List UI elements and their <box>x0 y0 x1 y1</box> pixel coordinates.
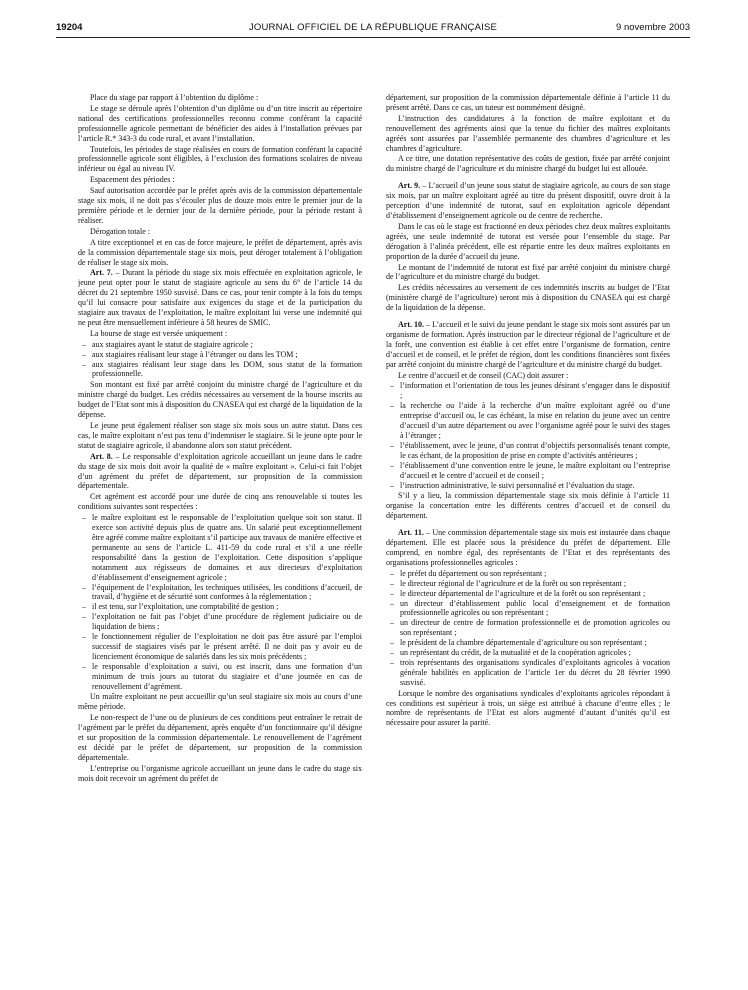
list-item: – l’instruction administrative, le suivi personnalisé et l’évaluation du stage. <box>386 481 670 491</box>
bullet-list <box>386 569 670 688</box>
paragraph: Le montant de l’indemnité de tutorat est fixé par arrêté conjoint du ministre chargé de l’agriculture et du ministre chargé du budget. <box>386 262 670 282</box>
paragraph: Place du stage par rapport à l’obtention du diplôme : <box>90 93 259 102</box>
list-item: – l’équipement de l’exploitation, les techniques utilisées, les conditions d’accueil, de travail, d’hygiène et de sécurité sont conformes à la réglementation ; <box>78 583 362 603</box>
paragraph: A ce titre, une dotation représentative des coûts de gestion, fixée par arrêté conjoint du ministre chargé de l’agriculture et du ministre chargé du budget lui est allouée. <box>386 154 670 174</box>
paragraph: Dérogation totale : <box>90 226 150 236</box>
list-item: – aux stagiaires ayant le statut de stagiaire agricole ; <box>78 340 362 350</box>
page-header <box>56 20 690 36</box>
list-item: – l’exploitation ne fait pas l’objet d’une procédure de règlement judiciaire ou de liquidation de biens ; <box>78 612 362 632</box>
list-item: – le préfet du département ou son représentant ; <box>386 569 670 579</box>
issue-date: 9 novembre 2003 <box>616 22 690 33</box>
paragraph: A titre exceptionnel et en cas de force majeure, le préfet de département, après avis de la commission départementale stage six mois, peut déroger totalement à l’obligation de réaliser le stage six mois. <box>78 237 362 267</box>
article-text: – L’accueil et le suivi du jeune pendant le stage six mois sont assurés par un organisme de formation. Après instruction par le directeur régional de l’agriculture et de la forêt, une convention est établie à cet effet entre l’organisme de formation, centre d’accueil et de conseil, et le préfet de région, dont les conditions financières sont fixées par arrêté conjoint du ministre chargé de l’agriculture et du ministre chargé du budget. <box>386 320 670 369</box>
article-label: Art. 9. <box>398 181 421 191</box>
list-item: – aux stagiaires réalisant leur stage à l’étranger ou dans les TOM ; <box>78 350 362 360</box>
list-item: – un directeur d’établissement public local d’enseignement et de formation professionnelle agricoles ou son représentant ; <box>386 599 670 619</box>
article-text: – Le responsable d’exploitation agricole accueillant un jeune dans le cadre du stage de six mois doit avoir la qualité de « maître exploitant ». Celui-ci fait l’objet d’un agrément du préfet de département, sur proposition de la commission départementale. <box>78 451 362 491</box>
paragraph: Sauf autorisation accordée par le préfet après avis de la commission départementale stage six mois, il ne doit pas s’écouler plus de douze mois entre le premier jour de la première période et le dernier jour de la dernière période, pour la période restant à réaliser. <box>78 186 362 225</box>
list-item: – l’établissement, avec le jeune, d’un contrat d’objectifs personnalisés tenant compte, le cas échant, de la proposition de prise en compte d’activités antérieures ; <box>386 441 670 461</box>
header-rule <box>56 37 690 38</box>
article-label: Art. 11. <box>398 528 424 538</box>
paragraph: L’instruction des candidatures à la fonction de maître exploitant et du renouvellement des agréments ainsi que la tenue du fichier des maîtres exploitants agréés sont assurées par l’assemblée permanente des chambres d’agriculture et les chambres d’agriculture. <box>386 113 670 153</box>
list-item: – il est tenu, sur l’exploitation, une comptabilité de gestion ; <box>78 602 362 612</box>
list-item: – le maître exploitant est le responsable de l’exploitation quelque soit son statut. Il exerce son activité depuis plus de quatre ans. Un salarié peut exceptionnellement être agréé comme maître exploitant s’il participe aux travaux de manière effective et permanente au sens de l’article L. 411-59 du code rural et s’il a une réelle responsabilité dans la gestion de l’exploitation. Cette disposition s’applique notamment aux régisseurs de domaines et aux directeurs d’exploitation d’établissement d’enseignement agricole ; <box>78 513 362 582</box>
paragraph: Son montant est fixé par arrêté conjoint du ministre chargé de l’agriculture et du ministre chargé du budget. Les crédits nécessaires au versement de la bourse inscrits au budget de l’Etat sont mis à disposition du CNASEA qui est chargé de la liquidation de la dépense. <box>78 380 362 420</box>
list-item: – trois représentants des organisations syndicales d’exploitants agricoles à vocation générale habilités en application de l’article 1er du décret du 28 février 1990 susvisé. <box>386 658 670 688</box>
journal-title: JOURNAL OFFICIEL DE LA RÉPUBLIQUE FRANÇAISE <box>248 22 498 33</box>
paragraph: Toutefois, les périodes de stage réalisées en cours de formation conférant la capacité professionnelle agricole sont éligibles, à l’exclusion des formations scolaires de niveau inférieur ou égal au niveau IV. <box>78 144 362 174</box>
list-item: – la recherche ou l’aide à la recherche d’un maître exploitant agréé ou d’une entreprise d’accueil ou, le cas échéant, la mise en relation du jeune avec un centre d’accueil d’un autre département ou avec l’organisme agréé pour le suivi des stages à l’étranger ; <box>386 401 670 441</box>
article-10 <box>386 320 670 370</box>
paragraph: Le centre d’accueil et de conseil (CAC) doit assurer : <box>398 370 569 380</box>
bullet-list <box>78 340 362 380</box>
paragraph: L’entreprise ou l’organisme agricole accueillant un jeune dans le cadre du stage six mois doit recevoir un agrément du préfet de <box>78 763 362 783</box>
paragraph: Lorsque le nombre des organisations syndicales d’exploitants agricoles répondant à ces conditions est supérieur à trois, un siège est attribué à chacune d’entre elles ; le nombre de représentants de l’Etat est alors augmenté d’autant d’unités qu’il est nécessaire pour assurer la parité. <box>386 688 670 728</box>
article-8 <box>78 452 362 492</box>
paragraph: Les crédits nécessaires au versement de ces indemnités inscrits au budget de l’Etat (ministère chargé de l’agriculture) seront mis à disposition du CNASEA qui est chargé de la liquidation de la dépense. <box>386 283 670 313</box>
list-item: – le directeur régional de l’agriculture et de la forêt ou son représentant ; <box>386 579 670 589</box>
list-item: – l’établissement d’une convention entre le jeune, le maître exploitant ou l’entreprise d’accueil et le centre d’accueil et de conseil ; <box>386 461 670 481</box>
paragraph: Le non-respect de l’une ou de plusieurs de ces conditions peut entraîner le retrait de l’agrément par le préfet du département, après enquête d’un fonctionnaire qu’il désigne et sur proposition de la commission départementale. Le renouvellement de l’agrément est décidé par le préfet de département, sur proposition de la commission départementale. <box>78 713 362 762</box>
page-number: 19204 <box>56 22 83 33</box>
paragraph: La bourse de stage est versée uniquement : <box>90 328 228 338</box>
paragraph: Dans le cas où le stage est fractionné en deux périodes chez deux maîtres exploitants agréés, une seule indemnité de tutorat est versée pour l’ensemble du stage. Par dérogation à l’alinéa précédent, elle est répartie entre les deux maîtres exploitants en proportion de la durée d’accueil du jeune. <box>386 221 670 261</box>
paragraph: département, sur proposition de la commission départementale définie à l’article 11 du présent arrêté. Dans ce cas, un tuteur est nommément désigné. <box>386 93 670 112</box>
bullet-list <box>386 381 670 490</box>
list-item: – l’information et l’orientation de tous les jeunes désirant s’engager dans le dispositif ; <box>386 381 670 401</box>
list-item: – un représentant du crédit, de la mutualité et de la coopération agricoles ; <box>386 648 670 658</box>
article-text: – L’accueil d’un jeune sous statut de stagiaire agricole, au cours de son stage six mois, par un maître exploitant agréé au titre du présent dispositif, ouvre droit à la perception d’une indemnité de tutorat, sauf en exploitation agricole dépendant d’établissement d’enseignement agricole ou de centre de recherche. <box>386 181 670 220</box>
paragraph: Le jeune peut également réaliser son stage six mois sous un autre statut. Dans ces cas, le maître exploitant n’est pas tenu d’indemniser le stagiaire. Si le jeune opte pour le statut de stagiaire agricole, il abandonne alors son statut précédent. <box>78 421 362 450</box>
article-label: Art. 10. <box>398 320 425 330</box>
article-9 <box>386 181 670 221</box>
article-text: – Une commission départementale stage six mois est instaurée dans chaque département. Elle est placée sous la présidence du préfet de département. Elle comprend, en nombre égal, des représentants de l’Etat et des représentants des organisations professionnelles agricoles : <box>386 528 670 567</box>
article-11 <box>386 528 670 568</box>
paragraph: S’il y a lieu, la commission départementale stage six mois définie à l’article 11 organise la concertation entre les différents centres d’accueil et de conseil du département. <box>386 491 670 521</box>
right-column <box>386 93 670 983</box>
list-item: – un directeur de centre de formation professionnelle et de promotion agricoles ou son représentant ; <box>386 618 670 638</box>
paragraph: Le stage se déroule après l’obtention d’un diplôme ou d’un titre inscrit au répertoire national des certifications professionnelles reconnu comme conférant la capacité professionnelle agricole permettant de bénéficier des aides à l’installation prévues par l’article R.* 343-3 du code rural, et avant l’installation. <box>78 103 362 143</box>
bullet-list <box>78 513 362 691</box>
list-item: – le responsable d’exploitation a suivi, ou est inscrit, dans une formation d’un minimum de trois jours au tutorat du stagiaire et d’une journée en cas de renouvellement d’agrément. <box>78 662 362 692</box>
list-item: – le directeur départemental de l’agriculture et de la forêt ou son représentant ; <box>386 589 670 599</box>
article-text: – Durant la période du stage six mois effectuée en exploitation agricole, le jeune peut opter pour le statut de stagiaire agricole au sens du 6° de l’article 14 du décret du 21 septembre 1950 susvisé. Dans ce cas, pour tenir compte à la fois du temps qu’il lui consacre pour satisfaire aux exigences du stage et de la participation du stagiaire aux travaux de l’exploitation, le maître exploitant lui verse une indemnité qui ne peut être mensuellement inférieure à 58 heures de SMIC. <box>78 268 362 327</box>
paragraph: Cet agrément est accordé pour une durée de cinq ans renouvelable si toutes les conditions suivantes sont respectées : <box>78 492 362 512</box>
article-7 <box>78 268 362 327</box>
paragraph: Espacement des périodes : <box>90 175 175 185</box>
list-item: – le président de la chambre départementale d’agriculture ou son représentant ; <box>386 638 670 648</box>
article-label: Art. 7. <box>90 268 113 278</box>
list-item: – le fonctionnement régulier de l’exploitation ne doit pas être assuré par l’emploi successif de stagiaires visés par le présent arrêté. Il ne doit pas y avoir eu de licenciement économique de salariés dans les six mois précédents ; <box>78 632 362 662</box>
list-item: – aux stagiaires réalisant leur stage dans les DOM, sous statut de la formation professionnelle. <box>78 360 362 380</box>
paragraph: Un maître exploitant ne peut accueillir qu’un seul stagiaire six mois au cours d’une même période. <box>78 692 362 712</box>
left-column <box>78 93 362 983</box>
article-label: Art. 8. <box>90 451 113 461</box>
